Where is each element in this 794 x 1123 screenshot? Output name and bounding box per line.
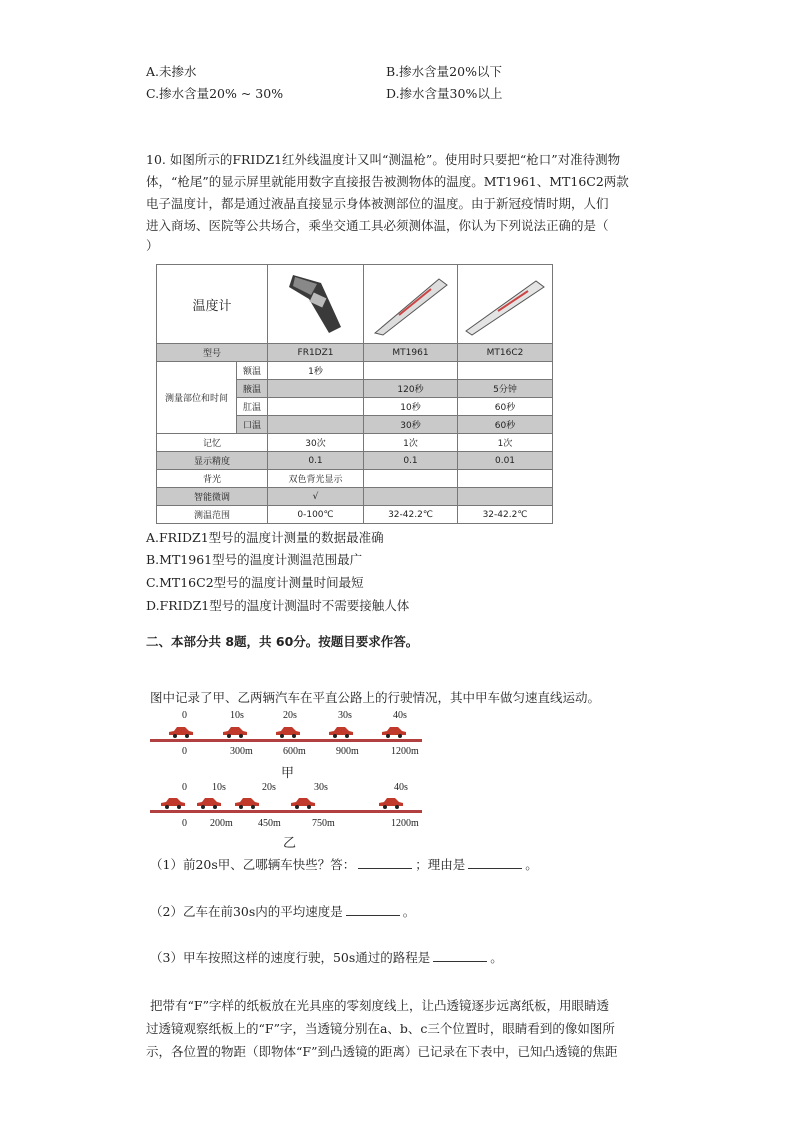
lens-line: 示，各位置的物距（即物体“F”到凸透镜的距离）已记录在下表中，已知凸透镜的焦距 <box>146 1044 618 1059</box>
table-cell <box>268 398 364 416</box>
jia-time-label: 30s <box>338 710 352 721</box>
row-label: 额温 <box>237 362 268 380</box>
jia-time-label: 20s <box>283 710 297 721</box>
q10-line: 体，“枪尾”的显示屏里就能用数字直接报告被测物体的温度。MT1961、MT16C2两款 <box>146 174 629 189</box>
row-label: 智能微调 <box>157 488 268 506</box>
car-icon <box>290 797 316 809</box>
table-cell: 32-42.2℃ <box>364 506 458 524</box>
yi-time-label: 0 <box>182 782 187 793</box>
yi-time-label: 10s <box>212 782 226 793</box>
q10-option: C.MT16C2型号的温度计测量时间最短 <box>146 575 364 590</box>
car-icon <box>328 726 354 738</box>
jia-distance-label: 1200m <box>391 746 419 757</box>
table-cell: 0.1 <box>268 452 364 470</box>
table-cell <box>268 416 364 434</box>
answer-blank[interactable] <box>468 868 522 869</box>
q10-line: 电子温度计，都是通过液晶直接显示身体被测部位的温度。由于新冠疫情时期，人们 <box>146 196 609 211</box>
table-cell: 5分钟 <box>458 380 553 398</box>
car-icon <box>275 726 301 738</box>
q10-option: D.FRIDZ1型号的温度计测温时不需要接触人体 <box>146 598 410 613</box>
thermometer-table <box>156 264 553 524</box>
yi-time-label: 30s <box>314 782 328 793</box>
group-label: 测量部位和时间 <box>157 362 237 434</box>
yi-distance-label: 1200m <box>391 818 419 829</box>
table-cell <box>458 362 553 380</box>
table-title: 温度计 <box>157 265 268 344</box>
q10-line: 进入商场、医院等公共场合，乘坐交通工具必须测体温，你认为下列说法正确的是（ <box>146 218 609 233</box>
mt16c2-image <box>458 265 553 344</box>
table-cell: 0-100℃ <box>268 506 364 524</box>
lens-line: 把带有“F”字样的纸板放在光具座的零刻度线上，让凸透镜逐步远离纸板，用眼睛透 <box>150 998 609 1013</box>
table-cell: √ <box>268 488 364 506</box>
table-cell <box>458 470 553 488</box>
table-cell <box>268 380 364 398</box>
row-label: 测温范围 <box>157 506 268 524</box>
table-cell <box>364 488 458 506</box>
model-cell: MT1961 <box>364 344 458 362</box>
option-a: A.未掺水 <box>146 64 197 79</box>
table-cell: 1次 <box>458 434 553 452</box>
row-label: 记忆 <box>157 434 268 452</box>
model-cell: FR1DZ1 <box>268 344 364 362</box>
yi-distance-label: 750m <box>312 818 335 829</box>
jia-time-label: 0 <box>182 710 187 721</box>
yi-distance-label: 200m <box>210 818 233 829</box>
table-cell: 0.1 <box>364 452 458 470</box>
road-line <box>150 739 422 742</box>
table-cell: 双色背光显示 <box>268 470 364 488</box>
table-cell: 60秒 <box>458 398 553 416</box>
q10-option: B.MT1961型号的温度计测温范围最广 <box>146 552 363 567</box>
cars-q1 <box>150 855 538 873</box>
car-icon <box>378 797 404 809</box>
answer-blank[interactable] <box>433 961 487 962</box>
table-cell: 1秒 <box>268 362 364 380</box>
jia-distance-label: 0 <box>182 746 187 757</box>
cars-q2 <box>150 902 415 920</box>
yi-time-label: 20s <box>262 782 276 793</box>
table-cell: 32-42.2℃ <box>458 506 553 524</box>
yi-label: 乙 <box>283 835 297 850</box>
table-cell: 60秒 <box>458 416 553 434</box>
jia-distance-label: 900m <box>336 746 359 757</box>
row-label: 肛温 <box>237 398 268 416</box>
table-cell <box>458 488 553 506</box>
q3-text: 。 <box>490 950 503 965</box>
table-cell: 120秒 <box>364 380 458 398</box>
section-title: 二、本部分共 8题，共 60分。按题目要求作答。 <box>146 634 419 649</box>
table-cell: 30次 <box>268 434 364 452</box>
table-cell <box>364 470 458 488</box>
cars-q3 <box>150 948 503 966</box>
cars-figure <box>150 706 425 850</box>
answer-blank[interactable] <box>346 915 400 916</box>
jia-time-label: 10s <box>230 710 244 721</box>
q2-text: 。 <box>402 904 416 919</box>
option-c: C.掺水含量20% ~ 30% <box>146 86 284 101</box>
table-cell: 30秒 <box>364 416 458 434</box>
option-b: B.掺水含量20%以下 <box>386 64 502 79</box>
car-icon <box>381 726 407 738</box>
car-icon <box>160 797 186 809</box>
option-d: D.掺水含量30%以上 <box>386 86 503 101</box>
cars-intro: 图中记录了甲、乙两辆汽车在平直公路上的行驶情况，其中甲车做匀速直线运动。 <box>150 690 601 705</box>
q10-option: A.FRIDZ1型号的温度计测量的数据最准确 <box>146 530 384 545</box>
row-label: 口温 <box>237 416 268 434</box>
jia-distance-label: 600m <box>283 746 306 757</box>
q1-text: ；理由是 <box>415 857 466 872</box>
lens-line: 过透镜观察纸板上的“F”字，当透镜分别在a、b、c三个位置时，眼睛看到的像如图所 <box>146 1021 615 1036</box>
row-label: 显示精度 <box>157 452 268 470</box>
q1-text: 。 <box>525 857 538 872</box>
yi-time-label: 40s <box>394 782 408 793</box>
q1-text: （1）前20s甲、乙哪辆车快些？答： <box>150 857 356 872</box>
table-cell: 0.01 <box>458 452 553 470</box>
row-label: 腋温 <box>237 380 268 398</box>
ir-thermometer-image <box>268 265 364 344</box>
row-label: 背光 <box>157 470 268 488</box>
q3-text: （3）甲车按照这样的速度行驶，50s通过的路程是 <box>150 950 431 965</box>
table-cell: 10秒 <box>364 398 458 416</box>
q2-text: （2）乙车在前30s内的平均速度是 <box>150 904 343 919</box>
answer-blank[interactable] <box>358 868 412 869</box>
table-cell: 1次 <box>364 434 458 452</box>
road-line <box>150 810 422 813</box>
model-cell: MT16C2 <box>458 344 553 362</box>
q10-line: ） <box>146 238 159 253</box>
car-icon <box>168 726 194 738</box>
jia-label: 甲 <box>281 765 295 780</box>
car-icon <box>196 797 222 809</box>
car-icon <box>222 726 248 738</box>
yi-distance-label: 0 <box>182 818 187 829</box>
jia-distance-label: 300m <box>230 746 253 757</box>
car-icon <box>234 797 260 809</box>
q10-line: 10. 如图所示的FRIDZ1红外线温度计又叫“测温枪”。使用时只要把“枪口”对准待测物 <box>146 152 621 167</box>
mt1961-image <box>364 265 458 344</box>
model-label: 型号 <box>157 344 268 362</box>
jia-time-label: 40s <box>393 710 407 721</box>
table-cell <box>364 362 458 380</box>
yi-distance-label: 450m <box>258 818 281 829</box>
